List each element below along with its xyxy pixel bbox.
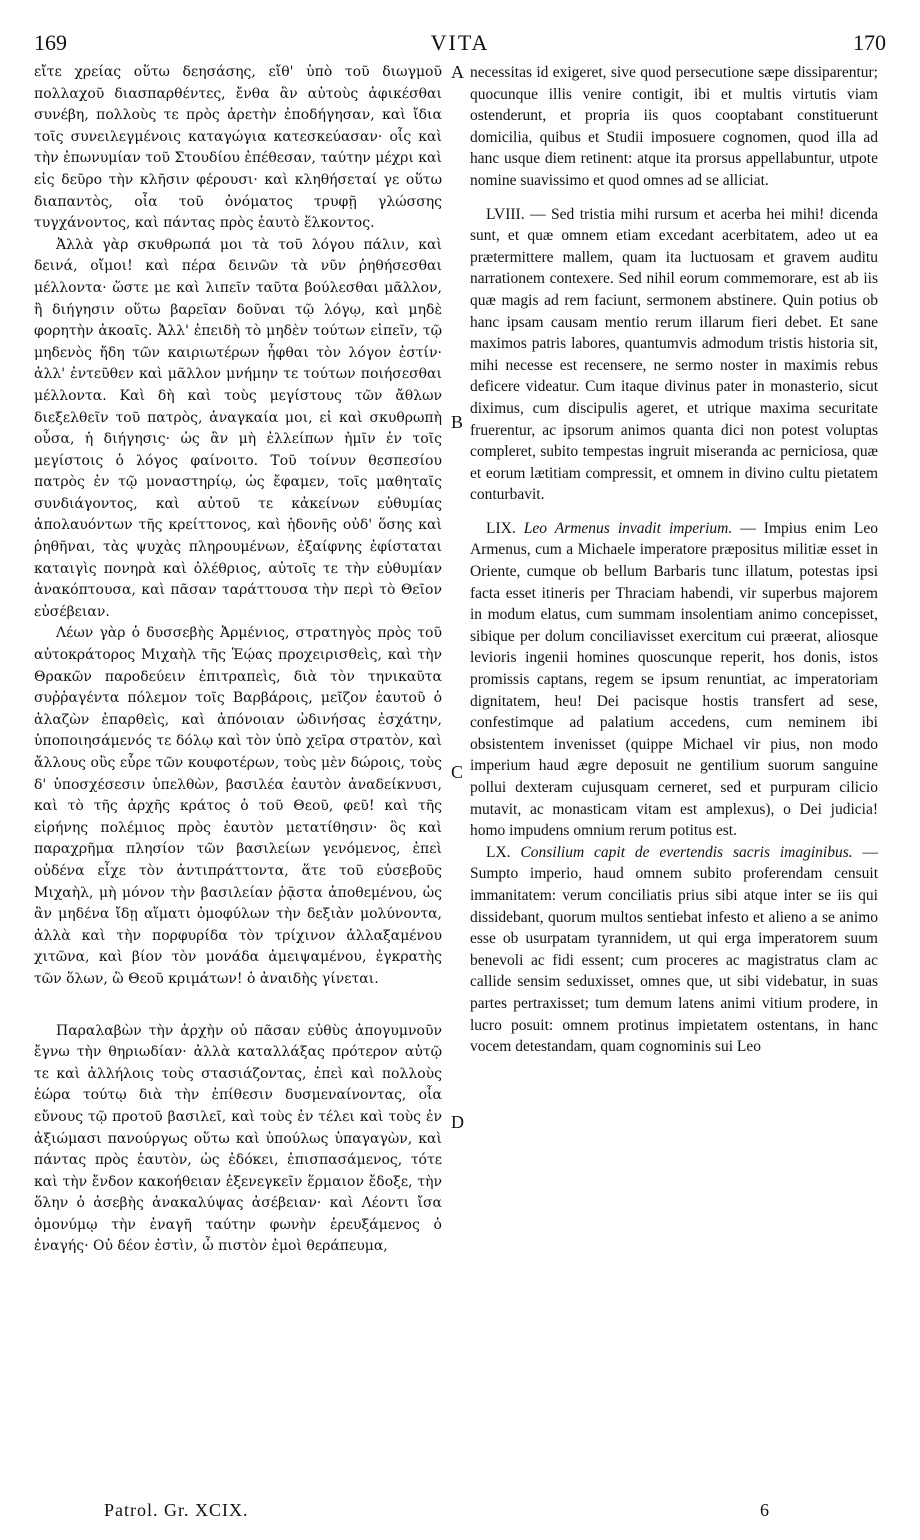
latin-section-59-number: LIX. (486, 519, 516, 537)
greek-paragraph-1: εἴτε χρείας οὕτω δεησάσης, εἴθ' ὑπὸ τοῦ διωγμοῦ πολλαχοῦ διασπαρθέντες, ἔνθα ἂν αὐτοὺς ἀφικέσθαι συνέβη, πολλοὺς τε πρὸς ἀρετὴν ἐποδήγησαν, καὶ ἴδια τοῖς συνειλεγμένοις καταγώγια κατεσκεύασαν· οἷς καὶ τὴν ἐπωνυμίαν τοῦ Στουδίου ἐπέθεσαν, ταύτην μέχρι καὶ εἰς δεῦρο τὴν κλῆσιν φέρουσι· καὶ κληθήσεταί γε οὕτω διαπαντὸς, οἷα τοῦ ὀνόματος τρυφῇ γλώσσης τυγχάνοντος, καὶ πάντας πρὸς ἑαυτὸ ἕλκοντος. (34, 64, 442, 232)
latin-paragraph-1: necessitas id exigeret, sive quod persecutione sæpe dissiparentur; quocunque illis venire contigit, ibi et multis virtutis viam ostenderunt, et propria iis quos cooptabant constituerunt domicilia, quibus et Studii imposuere cognomen, quod illa ad hanc usque diem retinent: atque ita prorsus appellabuntur, utpote nomine suavissimo et quod omnes ad se alliciat. (470, 64, 878, 189)
latin-section-59-title: Leo Armenus invadit imperium. (523, 519, 733, 537)
running-header (34, 30, 886, 60)
latin-section-59-text: — Impius enim Leo Armenus, cum a Michaele imperatore præpositus militiæ esset in Oriente, cumque ob bellum Barbaris tunc illatum, potestas ipsi facta esset itineris per Thraciam habendi, vir superbus majorem in modum elatus, cum summam insolentiam animo concepisset, sibique per dolum conciliavisset exercitum cui præerat, aliosque levioris ingenii homines quoscunque reperit, hos donis, istos promissis captans, regem se ipsum renuntiat, ac imperatoriam dignitatem, heu! Dei pacisque hostis transfert ad sese, confestimque ad palatium accedens, cum neminem ibi obsistentem invenisset (quippe Michael vir pius, non modo imperium haud ægre deposuit ne gentilium suorum sanguine pollui dexteram cujusquam cerneret, sed et purpuram cilicio mutavit, ac monasticam vitam est amplexus), o Dei judicia! homo impudens omnium rerum potitus est. (470, 519, 878, 840)
margin-marker-c: C (451, 762, 464, 782)
latin-section-60-text: — Sumpto imperio, haud omnem subito proferendam censuit immanitatem: verum conciliatis prius sibi atque inter se iis qui dissidebant, quorum multos sentiebat infesto et alieno a se animo esse ob usurpatam tyrannidem, ut qui erga imperatorem suum benevoli ac fidi essent; cum proceres ac magistratus clam ac callide sensim seduxisset, omnes que, ut sibi videbatur, in suas partes pertraxisset; tum demum latens animi vitium prodere, in lucro posuit: omnem protinus impietatem ostentans, in hanc vocem detestandam, quam cognominis sui Leo (470, 843, 879, 1056)
greek-paragraph-4: Παραλαβὼν τὴν ἀρχὴν οὐ πᾶσαν εὐθὺς ἀπογυμνοῦν ἔγνω τὴν θηριωδίαν· ἀλλὰ καταλλάξας πρότερον αὐτῷ τε καὶ ἀλλήλοις τοὺς στασιάζοντας, ἐπεὶ καὶ πολλοὺς ἑώρα τούτῳ διὰ τὴν ἐπίθεσιν δυσμεναίνοντας, οἷα εὔνους τῷ προτοῦ βασιλεῖ, καὶ τοὺς ἐν τέλει καὶ τοὺς ἐν ἀξιώμασι πανούργως οὕτω καὶ ὑπούλως ὑπαγαγὼν, καὶ πάντας πρὸς ἑαυτὸν, ὡς ἐδόκει, ἐπισπασάμενος, τότε καὶ τὴν ἔνδον κακοήθειαν ἐξενεγκεῖν ἕρμαιον ἔδοξε, τὴν ὅλην ὁ ἀσεβὴς ἀνακαλύψας ἀσέβειαν· καὶ Λέοντι ἴσα ὁμονύμῳ τὴν ἐναγῆ ταύτην φωνὴν ἐρευξάμενος ὁ ἐναγής· Οὐ δέον ἐστὶν, ὦ πιστὸν ἐμοὶ θεράπευμα, (34, 1022, 442, 1255)
page-number-right: 170 (853, 30, 886, 55)
greek-paragraph-3: Λέων γὰρ ὁ δυσσεβὴς Ἀρμένιος, στρατηγὸς πρὸς τοῦ αὐτοκράτορος Μιχαὴλ τῆς Ἑῴας προχειρισθεὶς, καὶ τὴν Θρακῶν παροδεύειν ἐπιτραπεὶς, διὰ τὸν τηνικαῦτα συῤῥαγέντα πόλεμον τοῖς Βαρβάροις, μεῖζον ἑαυτοῦ ὁ ἀλαζὼν ἐπαρθεὶς, καὶ ἀπόνοιαν ὠδινήσας ἐσχάτην, ὑποποιησάμενός τε δόλῳ καὶ τὸν ὑπὸ χεῖρα στρατὸν, καὶ ἄλλους οὓς εὗρε τῶν κουφοτέρων, τοὺς μὲν δώροις, τοὺς δ' ὑποσχέσεσιν ὑπελθὼν, βασιλέα ἑαυτὸν ἀναδείκνυσι, καὶ τὸ τῆς ἀρχῆς κράτος ὁ τοῦ Θεοῦ, φεῦ! καὶ τῆς εἰρήνης πολέμιος πρὸς ἑαυτὸν μετατίθησιν· ὃς καὶ παραχρῆμα πλησίον τῶν βασιλείων γενόμενος, ἐπεὶ οὐδένα εἶχε τὸν ἀντιπράττοντα, ἅτε τοῦ εὐσεβοῦς Μιχαὴλ, μὴ μόνον τὴν βασιλείαν ῥᾷστα ἀποθεμένου, ὡς ἂν μηδένα ἴδῃ αἵματι ὁμοφύλων τὴν δεξιὰν μολύνοντα, ἀλλὰ καὶ τὴν πορφυρίδα τὸν τρίχινον ἀλλαξαμένου χιτῶνα, καὶ βίον τὸν μονάδα ἀμειψαμένου, ἐγκρατὴς τῶν ὅλων, ὢ Θεοῦ κριμάτων! ὁ ἀναιδὴς γίνεται. (34, 625, 442, 987)
running-title: VITA (430, 30, 490, 55)
latin-section-60-title: Consilium capit de evertendis sacris imaginibus. (520, 843, 853, 861)
footer-volume: Patrol. Gr. XCIX. (104, 1500, 249, 1520)
greek-column (34, 62, 442, 1258)
latin-paragraph-2: LVIII. — Sed tristia mihi rursum et acerba hei mihi! dicenda sunt, et quæ omnem etiam excedant acerbitatem, adeo ut ea prætermittere mallem, quam ita luctuosam et gravem auditu narrationem contexere. Sed nihil eorum commemorare, est ab iis quæ magis ad rem faciunt, sermonem abstinere. Quin potius ob hanc ipsam causam mentio rerum illarum fieri debet. Et sane maximos patris labores, quantumvis admodum tristis historia sit, mihi necesse est recensere, ne sermo noster in maximis rebus deficere videatur. Cum itaque divinus pater in monasterio, sicut diximus, cum discipulis ageret, et utrique maxima securitate fruerentur, ac ipsorum animos quanta dici non potest voluptas compleret, subito tempestas ingruit miseranda ac perniciosa, quæ et eorum lætitiam compressit, et omnem in divino cultu pietatem conturbavit. (470, 205, 878, 504)
latin-paragraph-3 (470, 518, 878, 842)
latin-paragraph-4 (470, 842, 878, 1058)
margin-marker-a: A (451, 62, 464, 82)
latin-column (470, 62, 878, 1058)
margin-marker-b: B (451, 412, 464, 432)
latin-section-60-number: LX. (486, 843, 511, 861)
footer-signature: 6 (760, 1500, 769, 1520)
margin-marker-d: D (451, 1112, 464, 1132)
page-number-left: 169 (34, 30, 67, 55)
greek-paragraph-2: Ἀλλὰ γὰρ σκυθρωπά μοι τὰ τοῦ λόγου πάλιν, καὶ δεινά, οἴμοι! καὶ πέρα δεινῶν τὰ νῦν ῥηθήσεσθαι μέλλοντα· ὥστε με καὶ λιπεῖν ταῦτα βούλεσθαι μᾶλλον, ἢ διήγησιν οὕτω βαρεῖαν δοῦναι τῷ λόγῳ, καὶ μηδὲ φορητὴν ἀκοαῖς. Ἀλλ' ἐπειδὴ τὸ μηδὲν τούτων εἰπεῖν, τῷ μηδενὸς ἤδη τῶν καιριωτέρων ἧφθαι τὸν λόγον ἐστίν· ἀλλ' ἐντεῦθεν καὶ μᾶλλον μνήμην τε τούτων ποιήσεσθαι μέλλοντα. Καὶ δὴ καὶ τοὺς μεγίστους τῶν ἄθλων διεξελθεῖν τοῦ πατρὸς, ἀναγκαία μοι, εἰ καὶ σκυθρωπὴ οὖσα, ἡ διήγησις· ὡς ἂν μὴ ἐλλείπων ἡμῖν ἐν τοῖς μεγίστοις ὁ λόγος φαίνοιτο. Τοῦ τοίνυν θεσπεσίου πατρὸς ἐν τῷ μοναστηρίῳ, ὡς ἔφαμεν, τοῖς μαθηταῖς συνδιάγοντος, καὶ αὐτοῦ τε κἀκείνων εὐθυμίας ἀπολαυόντων τῆς κρείττονος, καὶ ἡδονῆς οὐδ' ὅσης καὶ ῥηθῆναι, τὰς ψυχὰς πληρουμένων, ἐξαίφνης ἐφίσταται καταιγὶς πονηρὰ καὶ ὀλέθριος, αὐτοῖς τε τὴν εὐθυμίαν ἀνακόπτουσα, καὶ πᾶσαν ταράττουσα τὴν περὶ τὸ Θεῖον εὐσέβειαν. (34, 236, 442, 620)
